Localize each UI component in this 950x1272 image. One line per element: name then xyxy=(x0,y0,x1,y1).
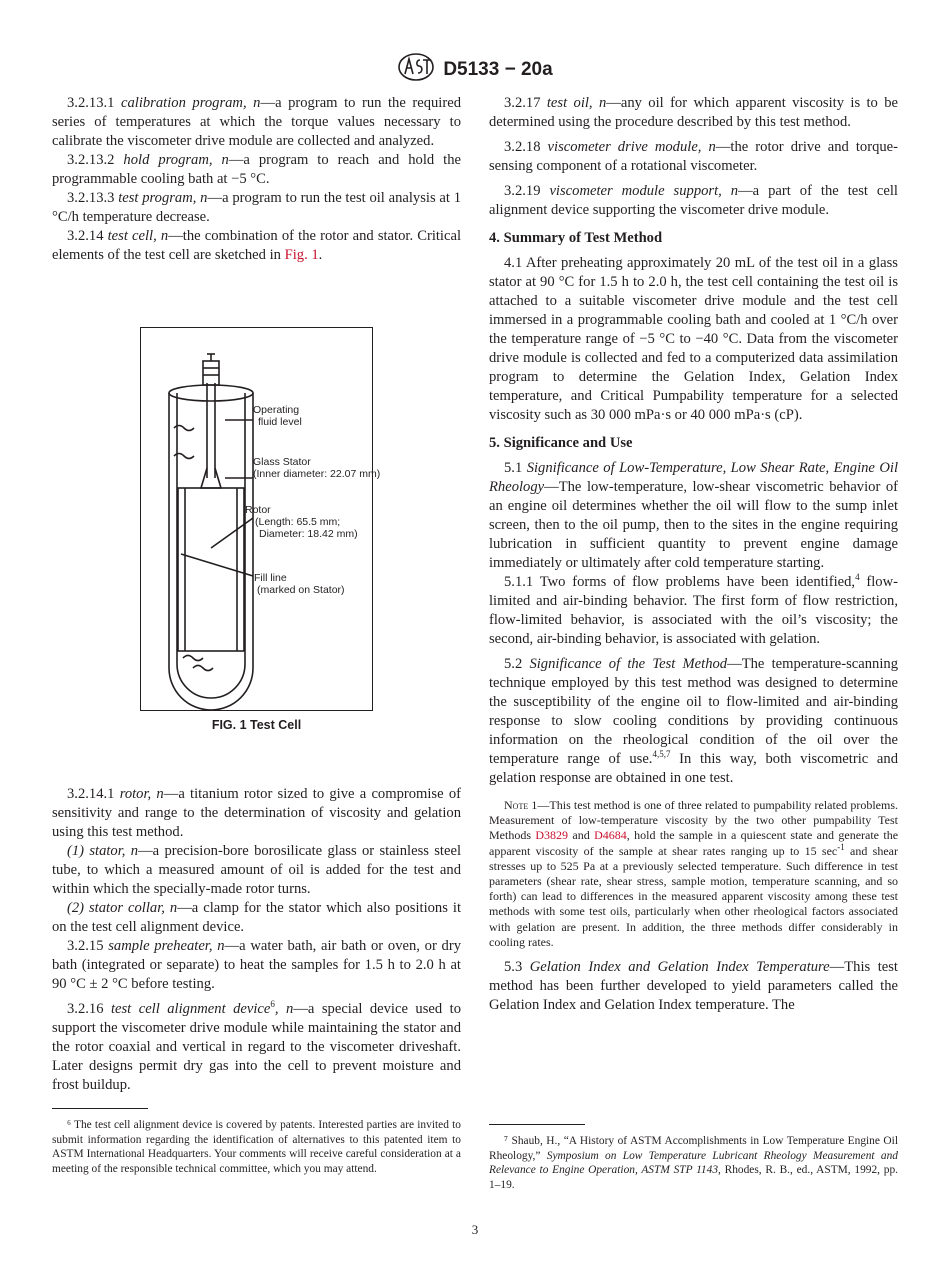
paragraph-3-2-15: 3.2.15 sample preheater, n—a water bath, air bath or oven, or dry bath (integrated or separate) to heat the samples for 1.5 h to 2.0 h at 90 °C ± 2 °C before testing. xyxy=(52,938,461,992)
d4684-link[interactable]: D4684 xyxy=(594,828,627,843)
note-1: Note 1—This test method is one of three related to pumpability related problems. Measurement of low-temperature viscosity by the two other pumpability Test Methods D3829 and D4684, hold the sample in a quiescent state and generate the apparent viscosity of the sample at shear rates ranging up to 15 $\sec^{-1}$ and shear stresses up to 525 Pa at a previously selected temperature. Such difference in test parameters (shear rate, shear stress, sample motion, temperature scanning, and so forth) can lead to differences in the measured apparent viscosity among these test methods with some test oils, particularly when other rheological factors associated with gelation are present. In addition, the three methods differ considerably in cooling rates. xyxy=(489,798,899,949)
page-header xyxy=(0,52,950,87)
paragraph-3-2-17: 3.2.17 test oil, n—any oil for which apparent viscosity is to be determined using the procedure described by this test method. xyxy=(489,95,898,130)
paragraph-5-1-1: 5.1.1 Two forms of flow problems have been identified,$^4$ flow-limited and air-binding behavior. The first form of flow restriction, flow-limited behavior, is associated with the oil’s viscosity; the second, air-binding behavior, is associated with gelation. xyxy=(489,572,898,647)
paragraph-stator: (1) stator, n—a precision-bore borosilicate glass or stainless steel tube, to which a measured amount of oil is added for the test and within which the specially-made rotor turns. xyxy=(52,843,461,897)
figure-caption: FIG. 1 Test Cell xyxy=(211,718,302,732)
footnote-rule-left xyxy=(52,1108,148,1109)
section-5-heading: 5. Significance and Use xyxy=(489,435,633,451)
figure-frame xyxy=(140,327,381,711)
paragraph-3-2-18: 3.2.18 viscometer drive module, n—the rotor drive and torque-sensing component of a rotational viscometer. xyxy=(489,139,898,174)
figure-1 xyxy=(52,94,461,754)
d3829-link[interactable]: D3829 xyxy=(535,828,569,843)
paragraph-5-1: 5.1 Significance of Low-Temperature, Low Shear Rate, Engine Oil Rheology—The low-temperature, low-shear viscometric behavior of an engine oil determines whether the oil will flow to the sump inlet screen, then to the oil pump, then to the sites in the engine requiring lubrication in sufficient quantity to prevent engine damage immediately or ultimately after cold temperature starting. xyxy=(489,460,899,571)
page-number: 3 xyxy=(471,1222,479,1237)
label-rotor: Rotor (Length: 65.5 mm; Diameter: 18.42 mm) xyxy=(245,504,358,540)
footnote-rule-right xyxy=(489,1124,585,1125)
paragraph-stator-collar: (2) stator collar, n—a clamp for the stator which also positions it on the test cell alignment device. xyxy=(52,900,461,935)
paragraph-3-2-13-1: 3.2.13.1 calibration program, n—a program to run the required series of temperatures at which the torque values necessary to calibrate the viscometer drive module are collected and analyzed. xyxy=(52,95,461,149)
astm-logo-icon xyxy=(397,52,435,87)
label-fill-line: Fill line (marked on Stator) xyxy=(254,572,345,596)
paragraph-3-2-14: 3.2.14 test cell, n—the combination of the rotor and stator. Critical elements of the test cell are sketched in Fig. 1. xyxy=(52,228,461,263)
section-4-heading: 4. Summary of Test Method xyxy=(489,230,663,246)
paragraph-3-2-13-2: 3.2.13.2 hold program, n—a program to reach and hold the programmable cooling bath at −5 °C. xyxy=(52,152,462,187)
paragraph-4-1: 4.1 After preheating approximately 20 mL of the test oil in a glass stator at 90 °C for 1.5 h to 2.0 h, the test cell containing the test oil is attached to a suitable viscometer drive module and the test cell immersed in a programmable cooling bath and cooled at 1 °C/h over the temperature range of −5 °C to −40 °C. Data from the viscometer drive module is collected and fed to a computerized data assimilation program to determine the Gelation Index, Gelation Index temperature, and Critical Pumpability temperature for a selected viscosity such as 30 000 mPa·s or 40 000 mPa·s (cP). xyxy=(489,255,898,423)
paragraph-3-2-14-1: 3.2.14.1 rotor, n—a titanium rotor sized to give a compromise of sensitivity and range to the determination of viscosity and gelation using this test method. xyxy=(52,786,461,840)
paragraph-3-2-19: 3.2.19 viscometer module support, n—a part of the test cell alignment device supporting the viscometer drive module. xyxy=(489,183,898,218)
fig-1-link[interactable]: Fig. 1 xyxy=(284,247,319,263)
footnote-7: ⁷ Shaub, H., “A History of ASTM Accomplishments in Low Temperature Engine Oil Rheology,” Symposium on Low Temperature Lubricant Rheology Measurement and Relevance to Engine Operation, ASTM STP 1143, Rhodes, R. B., ed., ASTM, 1992, pp. 1–19. xyxy=(489,1135,899,1191)
paragraph-3-2-16: 3.2.16 test cell alignment device$^6$, n—a special device used to support the viscometer drive module while maintaining the stator and the rotor coaxial and vertical in regard to the viscometer driveshaft. Later designs permit dry gas into the cell to prevent moisture and frost buildup. xyxy=(52,999,462,1093)
paragraph-5-3: 5.3 Gelation Index and Gelation Index Temperature—This test method has been further developed to yield parameters called the Gelation Index and Gelation Index temperature. The xyxy=(489,959,898,1014)
label-operating-fluid: Operating fluid level xyxy=(253,404,302,428)
label-glass-stator: Glass Stator (Inner diameter: 22.07 mm) xyxy=(253,456,381,480)
right-column xyxy=(489,94,898,1015)
paragraph-5-2: 5.2 Significance of the Test Method—The temperature-scanning technique employed by this test method was designed to determine the susceptibility of the engine oil to flow-limited and air-binding response to slow cooling conditions by providing continuous information on the rheological condition of the oil over the temperature range of use.$^{4,5,7}$ In this way, both viscometric and gelation response are obtained in one test. xyxy=(489,656,899,786)
footnote-6: ⁶ The test cell alignment device is covered by patents. Interested parties are invited to submit information regarding the identification of alternatives to this patented item to ASTM International Headquarters. Your comments will receive careful consideration at a meeting of the responsible technical committee, which you may attend. xyxy=(52,1119,461,1175)
document-designation: D5133 − 20a xyxy=(443,58,553,80)
paragraph-3-2-13-3: 3.2.13.3 test program, n—a program to run the test oil analysis at 1 °C/h temperature decrease. xyxy=(52,190,461,225)
